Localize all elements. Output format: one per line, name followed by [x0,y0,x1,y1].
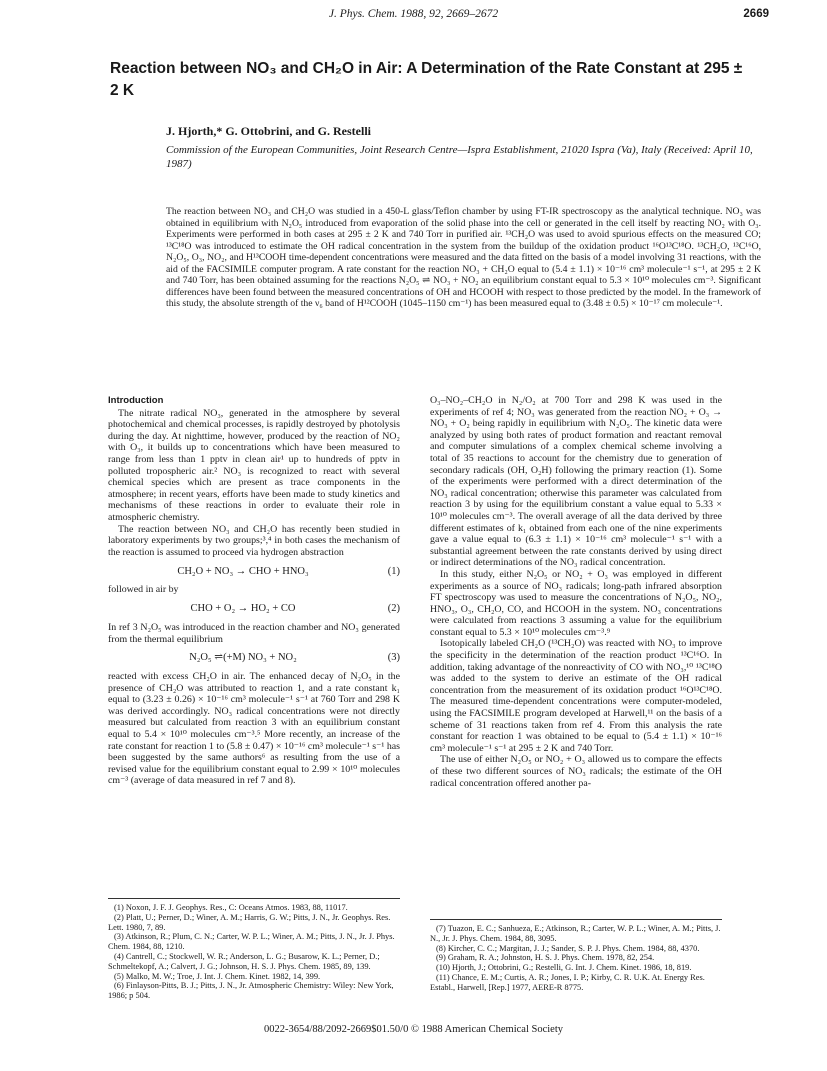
footnote: (10) Hjorth, J.; Ottobrini, G.; Restelli, G. Int. J. Chem. Kinet. 1986, 18, 819. [436,963,692,973]
equation-number: (2) [387,603,400,615]
footnote: (1) Noxon, J. F. J. Geophys. Res., C: Oceans Atmos. 1983, 88, 11017. [114,903,348,912]
article-affiliation: Commission of the European Communities, Joint Research Centre—Ispra Establishment, 21020 Ispra (Va), Italy (Received: April 10, 1987) [166,144,753,170]
paragraph: followed in air by [108,584,179,596]
footnote: (4) Cantrell, C.; Stockwell, W. R.; Anderson, L. G.; Busarow, K. L.; Perner, D.; Schmeltekopf, A.; Calvert, J. G.; Johnson, H. S. J. Phys. Chem. 1985, 89, 139. [108,951,380,971]
equation-text: N₂O₅ ⇌(+M) NO₃ + NO₂ [189,652,297,664]
equation-3 [108,651,400,665]
equation-text: CH₂O + NO₃ → CHO + HNO₃ [177,565,309,577]
footnotes-left [108,898,400,1001]
article-abstract: The reaction between NO₃ and CH₂O was studied in a 450-L glass/Teflon chamber by using FT-IR spectroscopy as the analytical technique. NO₃ was obtained in equilibrium with N₂O₅ introduced from evaporation of the solid phase into the cell or generated in the cell itself by reacting NO₂ with O₃. Experiments were performed in both cases at 295 ± 2 K and 740 Torr in purified air. ¹³CH₂O was used to avoid spurious effects on the measured CO; ¹³C¹⁸O was introduced to estimate the OH radical concentration in the system from the buildup of the oxidation product ¹⁶O¹³C¹⁸O. ¹³CH₂O, ¹³C¹⁶O, N₂O₅, O₃, NO₂, and H¹³COOH time-dependent concentrations were measured and the data fitted on the basis of a model involving 31 reactions, with the aid of the FACSIMILE computer program. A rate constant for the reaction NO₃ + CH₂O equal to (5.4 ± 1.1) × 10⁻¹⁶ cm³ molecule⁻¹ s⁻¹, at 295 ± 2 K and 740 Torr, has been obtained assuming for the reactions N₂O₅ ⇌ NO₃ + NO₂ an equilibrium constant equal to 5.3 × 10¹⁰ molecules cm⁻³. Significant differences have been found between the measured concentrations of OH and HCOOH with respect to those predicted by the model. In the framework of this study, the absolute strength of the ν₆ band of H¹²COOH (1045–1150 cm⁻¹) has been measured equal to (3.48 ± 0.5) × 10⁻¹⁷ cm molecule⁻¹. [166,206,761,309]
footnote: (9) Graham, R. A.; Johnston, H. S. J. Phys. Chem. 1978, 82, 254. [436,953,655,963]
paragraph: The nitrate radical NO₃, generated in the atmosphere by several photochemical and chemical processes, is rapidly destroyed by photolysis during the day. At nighttime, however, produced by the reaction of NO₂ with O₃, it builds up to concentrations which have been measured to range from less than 1 pptv in clean air¹ up to hundreds of pptv in polluted tropospheric air.² NO₃ is recognized to react with several chemical species which are present as trace components in the atmosphere; in recent years, efforts have been made to study kinetics and mechanisms of these reactions in order to evaluate their role in atmospheric chemistry. [108,407,400,523]
paragraph: Isotopically labeled CH₂O (¹³CH₂O) was reacted with NO₃ to improve the specificity in the determination of the reaction product ¹³C¹⁶O. In addition, taking advantage of the nonreactivity of CO with NO₃,¹⁰ ¹³C¹⁸O was added to the system to derive an estimate of the OH radical concentration from the measurement of its oxidation product ¹⁶O¹³C¹⁸O. The measured time-dependent concentrations were computer-modeled, using the FACSIMILE program developed at Harwell,¹¹ on the basis of a scheme of 31 reactions taken from ref 4. From this analysis the rate constant for reaction 1 was obtained to be equal to (5.4 ± 1.1) × 10⁻¹⁶ cm³ molecule⁻¹ s⁻¹ at 295 ± 2 K and 740 Torr. [430,638,722,754]
right-column [430,395,722,789]
paragraph: reacted with excess CH₂O in air. The enhanced decay of N₂O₅ in the presence of CH₂O was attributed to reaction 1, and a rate constant k₁ equal to (3.23 ± 0.26) × 10⁻¹⁶ cm³ molecule⁻¹ s⁻¹ at 760 Torr and 298 K was derived accordingly. NO₃ radical concentrations were not directly measured but calculated from reaction 3 with an equilibrium constant equal to 5.4 × 10¹⁰ molecules cm⁻³.⁵ More recently, an increase of the rate constant for reaction 1 to (5.8 ± 0.47) × 10⁻¹⁶ cm³ molecule⁻¹ s⁻¹ has been suggested by the same authors⁶ as resulting from the use of a revised value for the equilibrium constant equal to 2.99 × 10¹⁰ molecules cm⁻³ (average of data measured in ref 7 and 8). [108,671,400,787]
paragraph: In this study, either N₂O₅ or NO₂ + O₃ was employed in different experiments as a source of NO₃ radicals; long-path infrared absorption FT spectroscopy was used to measure the concentrations of N₂O₅, NO₂, HNO₃, O₃, CH₂O, CO, and HCOOH in the system. NO₃ concentrations were calculated from reactions 3 assuming a value for the equilibrium constant equal to 5.3 × 10¹⁰ molecules cm⁻³.⁹ [430,568,722,638]
equation-1 [108,564,400,578]
footnote: (11) Chance, E. M.; Curtis, A. R.; Jones, I. P.; Kirby, C. R. U.K. At. Energy Res. Establ., Harwell, [Rep.] 1977, AERE-R 8775. [430,972,705,992]
footnote: (8) Kircher, C. C.; Margitan, J. J.; Sander, S. P. J. Phys. Chem. 1984, 88, 4370. [436,943,700,953]
section-heading-introduction: Introduction [108,395,164,406]
article-title: Reaction between NO₃ and CH₂O in Air: A Determination of the Rate Constant at 295 ± 2 K [110,60,743,99]
footnote: (2) Platt, U.; Perner, D.; Winer, A. M.; Harris, G. W.; Pitts, J. N., Jr. Geophys. Res. Lett. 1980, 7, 89. [108,912,391,932]
running-head: J. Phys. Chem. 1988, 92, 2669–2672 [328,8,499,20]
paragraph: O₃–NO₂–CH₂O in N₂/O₂ at 700 Torr and 298 K was used in the experiments of ref 4; NO₃ was generated from the reaction NO₂ + O₃ → NO₃ + O₂ being rapidly in equilibrium with N₂O₅. The kinetic data were analyzed by using both rates of product formation and reactant removal and computer simulations of a complex chemical scheme involving a total of 35 reactions to account for the chemistry due to generation of secondary radicals (OH, O₂H) following the primary reaction (1). Some of the experiments were performed with a direct determination of the NO₃ radical concentration; otherwise this parameter was calculated from reaction 3 by using for the equilibrium constant a value equal to 5.33 × 10¹⁰ molecules cm⁻³. The overall average of all the data derived by three different estimates of k₁ obtained from each one of the nine experiments gave a value equal to (6.3 ± 1.1) × 10⁻¹⁶ cm³ molecule⁻¹ s⁻¹ with a substantial agreement between the rate constants derived by using direct or indirect determinations of the NO₃ radical concentration. [430,395,722,569]
footnote: (5) Malko, M. W.; Troe, J. Int. J. Chem. Kinet. 1982, 14, 399. [114,971,321,981]
footnote: (3) Atkinson, R.; Plum, C. N.; Carter, W. P. L.; Winer, A. M.; Pitts, J. N., Jr. J. Phys. Chem. 1984, 88, 1210. [108,932,395,952]
footnotes-right [430,919,722,993]
article-authors: J. Hjorth,* G. Ottobrini, and G. Restelli [166,124,371,138]
paragraph: The reaction between NO₃ and CH₂O has recently been studied in laboratory experiments by two groups;³,⁴ in both cases the mechanism of the reaction is assumed to proceed via hydrogen abstraction [108,523,400,558]
paragraph: The use of either N₂O₅ or NO₂ + O₃ allowed us to compare the effects of these two different sources of NO₃ radicals; the estimate of the OH radical concentration offered another pa- [430,754,722,789]
footnote: (7) Tuazon, E. C.; Sanhueza, E.; Atkinson, R.; Carter, W. P. L.; Winer, A. M.; Pitts, J. N., Jr. J. Phys. Chem. 1984, 88, 3095. [430,924,721,943]
paragraph: In ref 3 N₂O₅ was introduced in the reaction chamber and NO₃ generated from the thermal equilibrium [108,621,400,645]
equation-text: CHO + O₂ → HO₂ + CO [190,603,296,615]
equation-number: (3) [387,652,400,664]
equation-2 [108,602,400,616]
copyright-line: 0022-3654/88/2092-2669$01.50/0 © 1988 American Chemical Society [263,1024,564,1035]
page-number: 2669 [743,8,769,20]
equation-number: (1) [387,565,400,577]
left-column [108,395,400,787]
footnote: (6) Finlayson-Pitts, B. J.; Pitts, J. N., Jr. Atmospheric Chemistry: Wiley: New York, 1986; p 504. [108,981,394,1001]
